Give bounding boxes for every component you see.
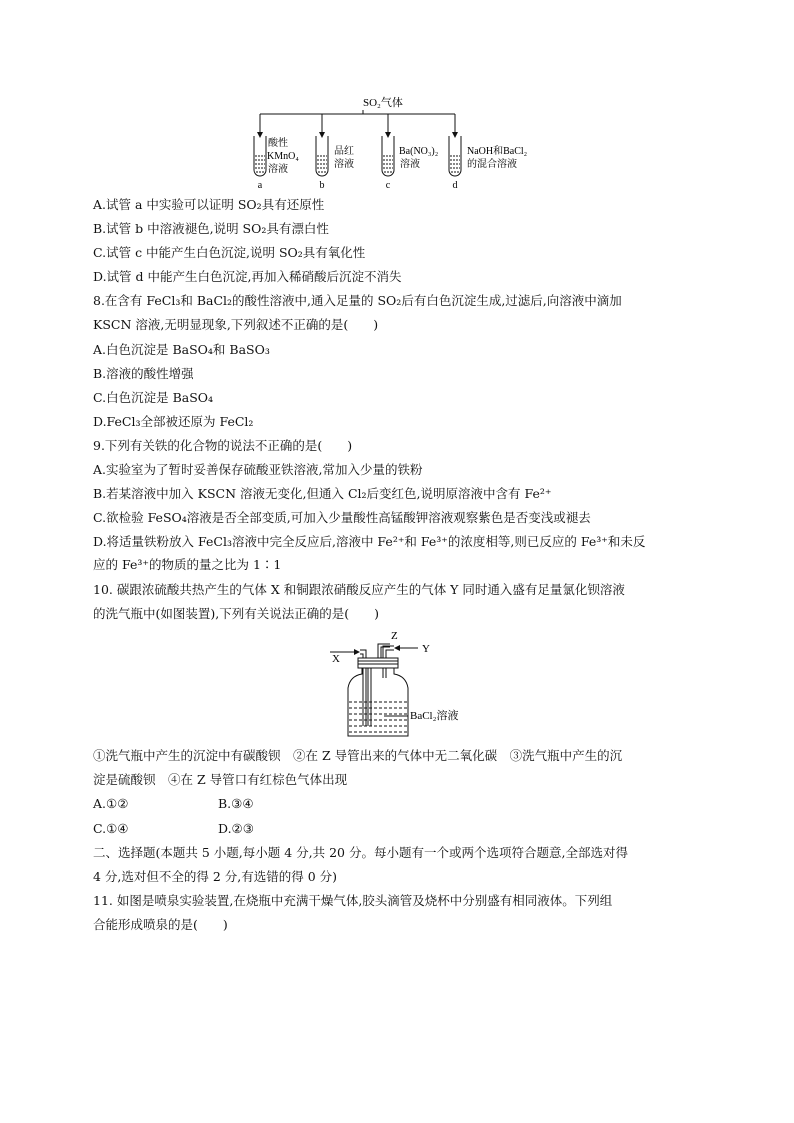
q8-option-b: B.溶液的酸性增强 — [93, 366, 194, 381]
q8-option-c: C.白色沉淀是 BaSO₄ — [93, 390, 214, 405]
tube-a-reagent-1: 酸性 — [268, 138, 288, 149]
q10-statements-line1: ①洗气瓶中产生的沉淀中有碳酸钡 ②在 Z 导管出来的气体中无二氧化碳 ③洗气瓶中产生的沉 — [93, 748, 623, 763]
tube-c-reagent-1: Ba(NO₃)₂ — [399, 146, 439, 157]
q9-option-c: C.欲检验 FeSO₄溶液是否全部变质,可加入少量酸性高锰酸钾溶液观察紫色是否变浅或褪去 — [93, 510, 591, 525]
label-y: Y — [422, 643, 430, 655]
gas-washing-bottle-figure — [322, 628, 482, 740]
so2-test-tube-figure — [230, 92, 560, 192]
q9-option-d-line2: 应的 Fe³⁺的物质的量之比为 1∶1 — [93, 557, 282, 572]
q8-stem-line2: KSCN 溶液,无明显现象,下列叙述不正确的是( ) — [93, 317, 379, 332]
tube-d-letter: d — [452, 180, 458, 191]
q10-option-c: C.①④ — [93, 821, 129, 836]
q8-option-d: D.FeCl₃全部被还原为 FeCl₂ — [93, 414, 254, 429]
tube-c — [382, 114, 394, 176]
q10-option-a: A.①② — [93, 796, 129, 811]
q10-stem-line1: 10. 碳跟浓硫酸共热产生的气体 X 和铜跟浓硝酸反应产生的气体 Y 同时通入盛有足量氯化钡溶液 — [93, 582, 625, 597]
q10-stem-line2: 的洗气瓶中(如图装置),下列有关说法正确的是( ) — [93, 606, 379, 621]
tube-d-reagent-1: NaOH和BaCl₂ — [467, 146, 528, 157]
tube-b-reagent-2: 溶液 — [334, 159, 354, 170]
tube-c-reagent-2: 溶液 — [400, 159, 420, 170]
tube-d — [449, 114, 461, 176]
q11-stem-line2: 合能形成喷泉的是( ) — [93, 917, 228, 932]
tube-c-letter: c — [385, 180, 391, 191]
section2-heading-line2: 4 分,选对但不全的得 2 分,有选错的得 0 分) — [93, 869, 338, 884]
tube-a-letter: a — [257, 180, 263, 191]
tube-a — [254, 114, 266, 176]
q9-option-b: B.若某溶液中加入 KSCN 溶液无变化,但通入 Cl₂后变红色,说明原溶液中含有 Fe²⁺ — [93, 486, 552, 501]
so2-gas-label: SO₂气体 — [363, 97, 403, 109]
label-z: Z — [391, 630, 398, 642]
q9-stem: 9.下列有关铁的化合物的说法不正确的是( ) — [93, 438, 353, 453]
q8-option-a: A.白色沉淀是 BaSO₄和 BaSO₃ — [93, 342, 270, 357]
q7-option-c: C.试管 c 中能产生白色沉淀,说明 SO₂具有氧化性 — [93, 245, 366, 260]
q7-option-b: B.试管 b 中溶液褪色,说明 SO₂具有漂白性 — [93, 221, 329, 236]
q7-option-a: A.试管 a 中实验可以证明 SO₂具有还原性 — [93, 197, 325, 212]
label-x: X — [332, 653, 340, 665]
tube-a-reagent-3: 溶液 — [268, 164, 288, 175]
tube-d-reagent-2: 的混合溶液 — [467, 159, 517, 170]
tube-b — [316, 114, 328, 176]
section2-heading-line1: 二、选择题(本题共 5 小题,每小题 4 分,共 20 分。每小题有一个或两个选项符合题意,全部选对得 — [93, 845, 628, 860]
q8-stem-line1: 8.在含有 FeCl₃和 BaCl₂的酸性溶液中,通入足量的 SO₂后有白色沉淀生成,过滤后,向溶液中滴加 — [93, 293, 622, 308]
q10-option-d: D.②③ — [218, 821, 254, 836]
q9-option-a: A.实验室为了暂时妥善保存硫酸亚铁溶液,常加入少量的铁粉 — [93, 462, 423, 477]
q11-stem-line1: 11. 如图是喷泉实验装置,在烧瓶中充满干燥气体,胶头滴管及烧杯中分别盛有相同液体。下列组 — [93, 893, 613, 908]
tube-a-reagent-2: KMnO₄ — [267, 151, 299, 162]
tube-b-letter: b — [319, 180, 325, 191]
bacl2-solution-label: BaCl₂溶液 — [410, 710, 459, 722]
q7-option-d: D.试管 d 中能产生白色沉淀,再加入稀硝酸后沉淀不消失 — [93, 269, 402, 284]
tube-b-reagent-1: 品红 — [334, 146, 354, 157]
q10-option-b: B.③④ — [218, 796, 254, 811]
q10-statements-line2: 淀是硫酸钡 ④在 Z 导管口有红棕色气体出现 — [93, 772, 348, 787]
q9-option-d-line1: D.将适量铁粉放入 FeCl₃溶液中完全反应后,溶液中 Fe²⁺和 Fe³⁺的浓度相等,则已反应的 Fe³⁺和未反 — [93, 534, 646, 549]
